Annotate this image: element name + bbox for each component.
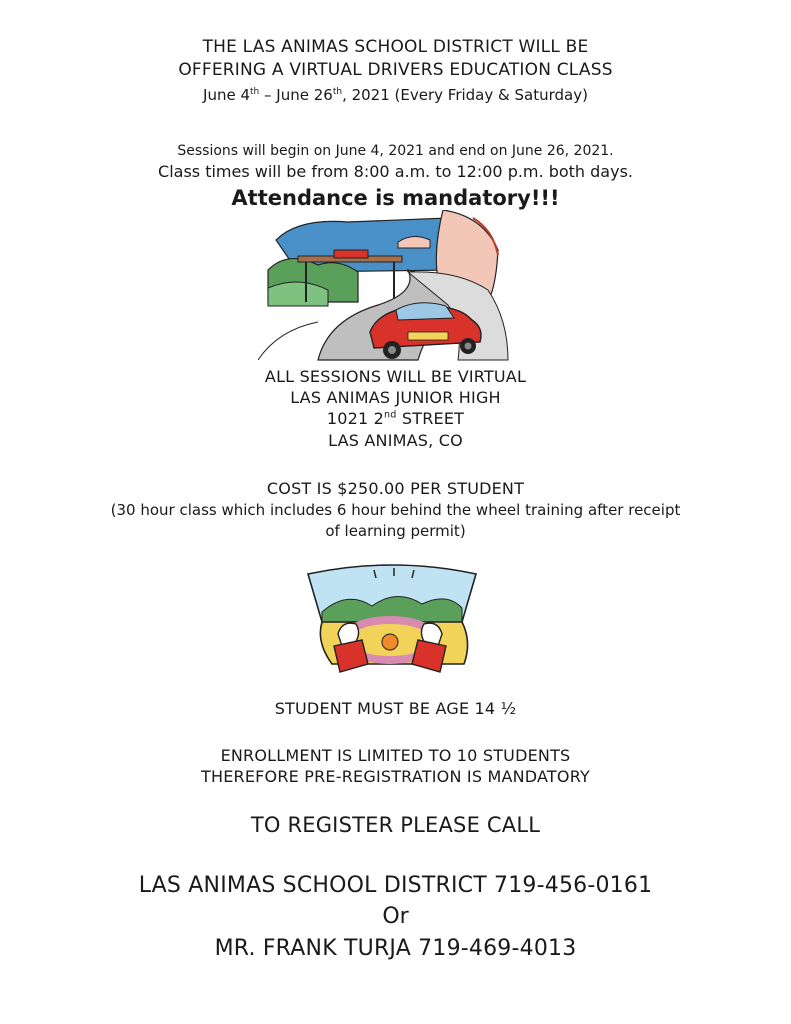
car-on-road-illustration: [258, 210, 530, 362]
contact-turja: MR. FRANK TURJA 719-469-4013: [214, 936, 577, 961]
sessions-line-2: Class times will be from 8:00 a.m. to 12:00 p.m. both days.: [158, 162, 633, 181]
date-end: – June 26: [259, 86, 333, 104]
header-line-2: OFFERING A VIRTUAL DRIVERS EDUCATION CLASS: [178, 60, 613, 80]
cost-details-1: (30 hour class which includes 6 hour behind the wheel training after receipt: [110, 501, 681, 519]
sessions-line-1: Sessions will begin on June 4, 2021 and end on June 26, 2021.: [177, 143, 614, 159]
street-number: 1021 2: [326, 409, 385, 428]
date-rest: , 2021 (Every Friday & Saturday): [342, 86, 588, 104]
date-end-suffix: th: [332, 87, 343, 97]
city-state: LAS ANIMAS, CO: [328, 431, 463, 450]
cost-line: COST IS $250.00 PER STUDENT: [266, 479, 525, 498]
date-start-suffix: th: [250, 87, 260, 97]
header-line-1: THE LAS ANIMAS SCHOOL DISTRICT WILL BE: [202, 37, 589, 57]
virtual-notice: ALL SESSIONS WILL BE VIRTUAL: [264, 367, 527, 386]
age-requirement: STUDENT MUST BE AGE 14 ½: [274, 699, 517, 718]
contact-district: LAS ANIMAS SCHOOL DISTRICT 719-456-0161: [138, 873, 653, 898]
enrollment-limit: ENROLLMENT IS LIMITED TO 10 STUDENTS: [220, 746, 571, 765]
steering-wheel-illustration: [302, 560, 482, 680]
school-name: LAS ANIMAS JUNIOR HIGH: [290, 388, 501, 407]
preregistration-notice: THEREFORE PRE-REGISTRATION IS MANDATORY: [201, 767, 590, 786]
cost-details-2: of learning permit): [325, 522, 466, 540]
street-suffix: nd: [384, 409, 397, 421]
register-heading: TO REGISTER PLEASE CALL: [250, 813, 541, 837]
date-start: June 4: [203, 86, 251, 104]
contact-or: Or: [382, 904, 409, 929]
attendance-notice: Attendance is mandatory!!!: [231, 186, 560, 210]
street-address: [0, 409, 791, 428]
header-dates: [0, 86, 791, 104]
street-name: STREET: [396, 409, 465, 428]
